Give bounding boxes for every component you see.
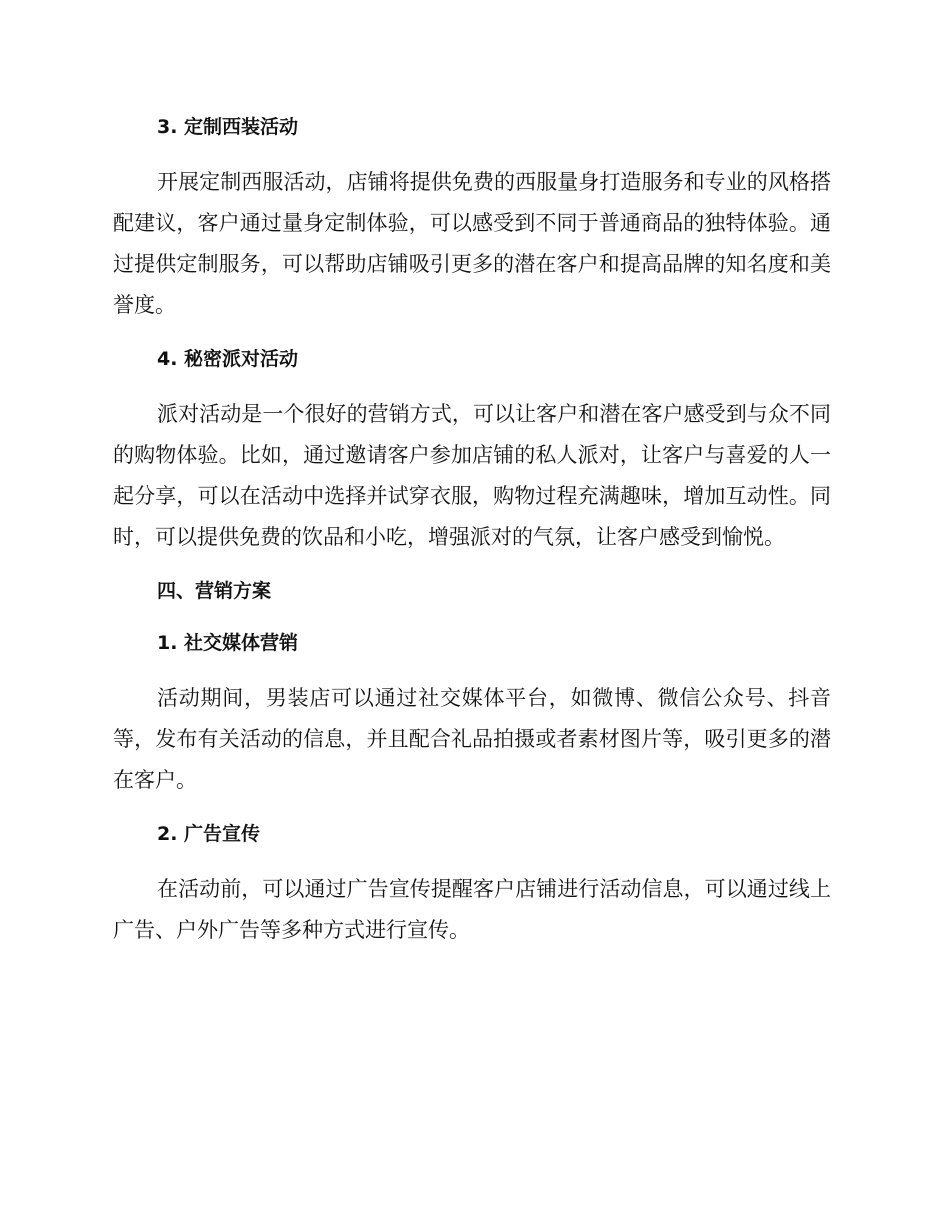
section-body-social-media: 活动期间，男装店可以通过社交媒体平台，如微博、微信公众号、抖音等，发布有关活动的信息，并且配合礼品拍摄或者素材图片等，吸引更多的潜在客户。 (113, 686, 831, 792)
section-heading-social-media: 1. 社交媒体营销 (157, 632, 299, 654)
section-body-secret-party: 派对活动是一个很好的营销方式，可以让客户和潜在客户感受到与众不同的购物体验。比如，通过邀请客户参加店铺的私人派对，让客户与喜爱的人一起分享，可以在活动中选择并试穿衣服，购物过程充满趣味，增加互动性。同时，可以提供免费的饮品和小吃，增强派对的气氛，让客户感受到愉悦。 (113, 402, 831, 549)
section-heading-marketing-plan: 四、营销方案 (157, 580, 272, 602)
section-heading-secret-party: 4. 秘密派对活动 (157, 348, 299, 370)
section-heading-custom-suit: 3. 定制西装活动 (157, 116, 299, 138)
document-content (113, 108, 831, 951)
section-body-advertising: 在活动前，可以通过广告宣传提醒客户店铺进行活动信息，可以通过线上广告、户外广告等多种方式进行宣传。 (113, 877, 831, 942)
section-body-custom-suit: 开展定制西服活动，店铺将提供免费的西服量身打造服务和专业的风格搭配建议，客户通过量身定制体验，可以感受到不同于普通商品的独特体验。通过提供定制服务，可以帮助店铺吸引更多的潜在客户和提高品牌的知名度和美誉度。 (113, 170, 831, 317)
section-heading-advertising: 2. 广告宣传 (157, 823, 261, 845)
